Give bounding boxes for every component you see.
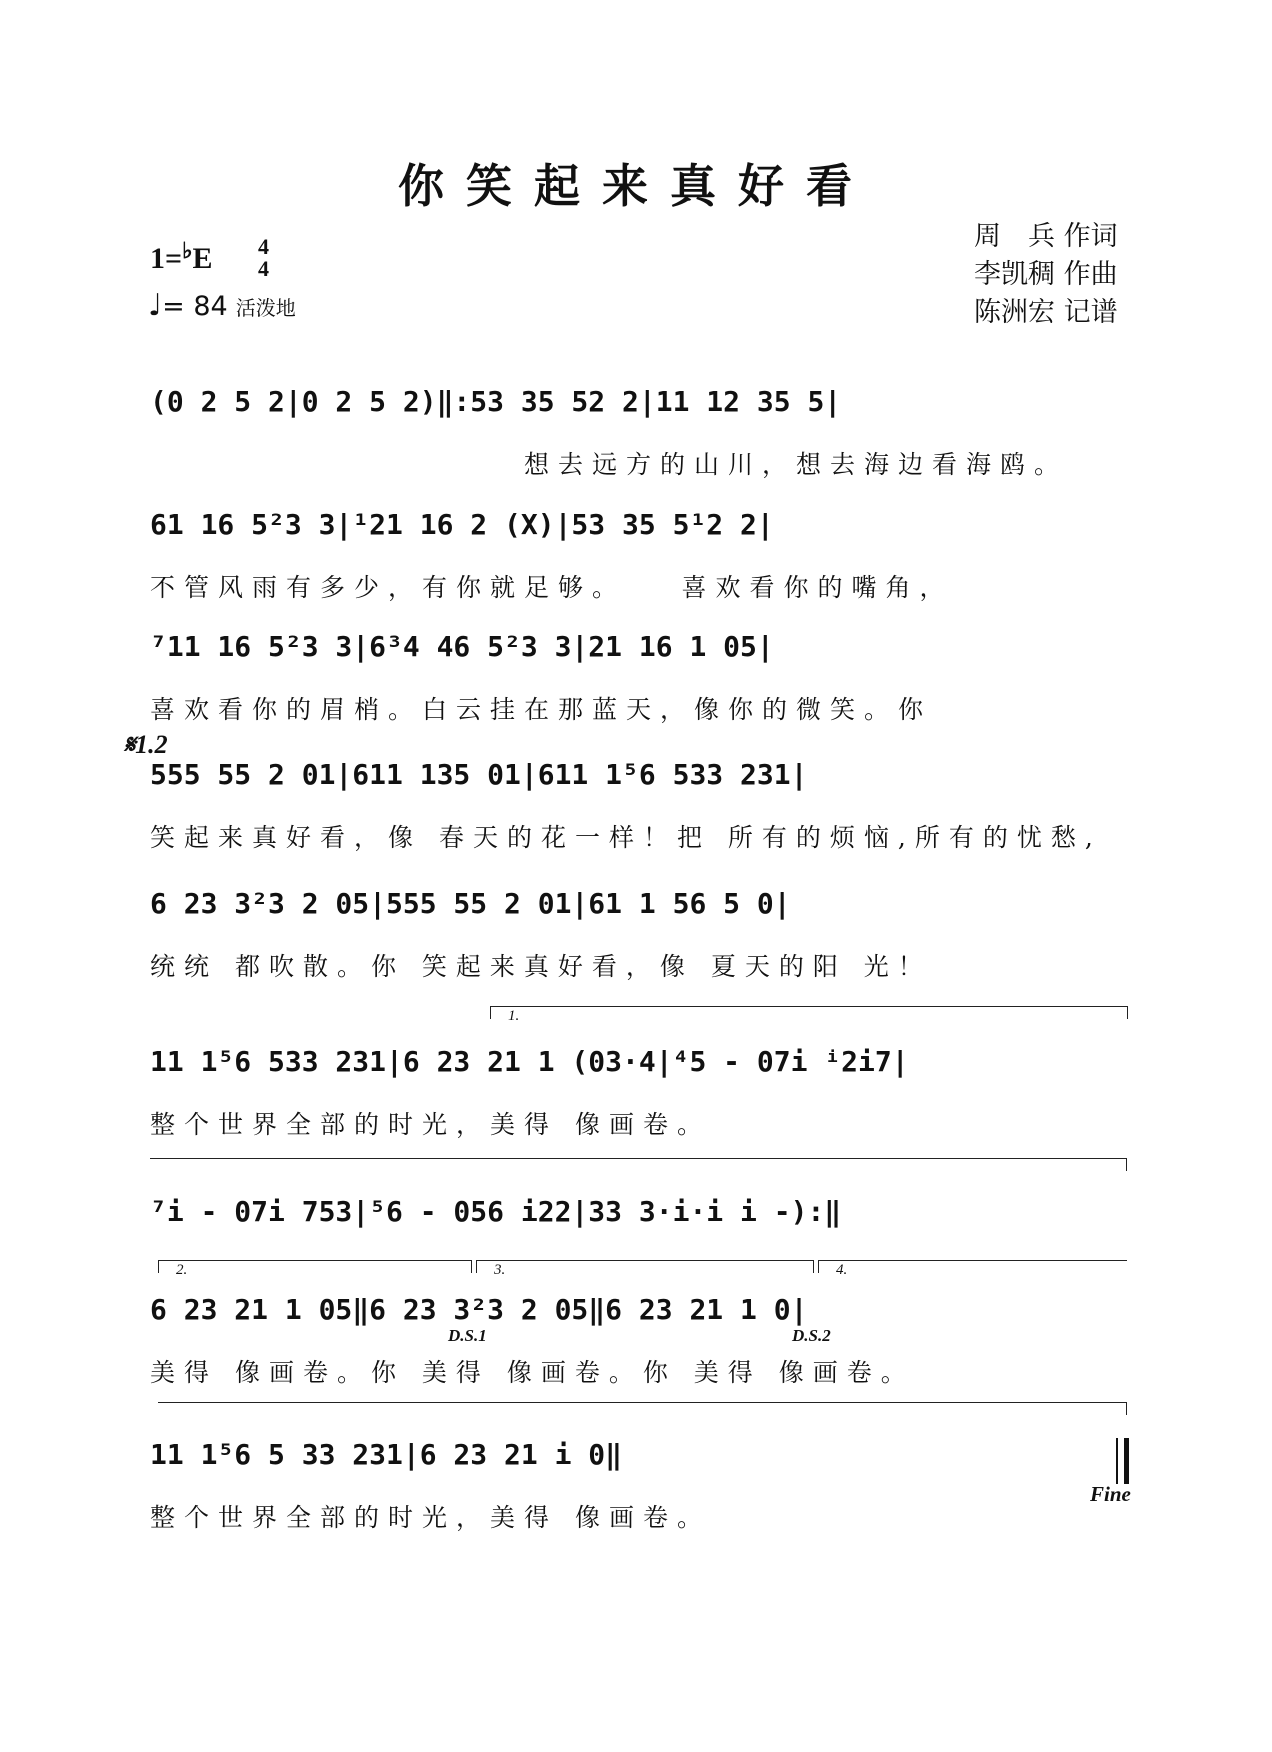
notation-line: 555 55 2 01|611 135 01|611 1⁵6 533 231| — [150, 758, 808, 791]
notation-line: 11 1⁵6 5 33 231|6 23 21 i 0‖ — [150, 1438, 623, 1471]
quarter-note-icon: ♩ — [148, 288, 163, 323]
lyricist: 周 兵 作词 — [974, 221, 1118, 252]
lyrics-line: 整个世界全部的时光，美得 像画卷。 — [150, 1503, 711, 1532]
lyrics-line: 统统 都吹散。你 笑起来真好看，像 夏天的阳 光！ — [150, 952, 932, 981]
key-prefix: 1= — [150, 242, 183, 275]
fine-marker: Fine — [1090, 1482, 1131, 1506]
tempo-value: = 84 — [162, 291, 228, 322]
ending-2-bracket — [158, 1260, 472, 1273]
transcriber: 陈洲宏 记谱 — [974, 297, 1118, 328]
final-barline-thin — [1116, 1438, 1118, 1484]
notation-line: ⁷11 16 5²3 3|6³4 46 5²3 3|21 16 1 05| — [150, 630, 774, 663]
lyrics-line: 笑起来真好看，像 春天的花一样！把 所有的烦恼,所有的忧愁, — [150, 823, 1102, 852]
lyrics-line: 整个世界全部的时光，美得 像画卷。 — [150, 1110, 711, 1139]
ending-1-continuation — [150, 1158, 1127, 1171]
ds2-marker: D.S.2 — [792, 1326, 831, 1345]
meter-bottom: 4 — [258, 256, 269, 281]
ending-3-bracket — [476, 1260, 814, 1273]
ending-4-bracket — [818, 1260, 1127, 1273]
ending-2-label: 2. — [176, 1262, 188, 1278]
lyrics-line: 不管风雨有多少，有你就足够。 喜欢看你的嘴角， — [150, 573, 954, 602]
lyrics-line: 美得 像画卷。你 美得 像画卷。你 美得 像画卷。 — [150, 1358, 915, 1387]
ending-4-label: 4. — [836, 1262, 848, 1278]
ds1-marker: D.S.1 — [448, 1326, 487, 1345]
lyrics-line: 喜欢看你的眉梢。白云挂在那蓝天，像你的微笑。你 — [150, 695, 933, 724]
final-barline-thick — [1124, 1438, 1129, 1484]
ending-3-label: 3. — [494, 1262, 506, 1278]
tempo-marking — [148, 288, 296, 323]
credits — [974, 218, 1118, 332]
flat-symbol: ♭ — [182, 238, 193, 263]
notation-line: 61 16 5²3 3|¹21 16 2 (X)|53 35 5¹2 2| — [150, 508, 774, 541]
coda-bracket — [158, 1402, 1127, 1415]
ending-1-bracket — [490, 1006, 1128, 1019]
segno-marker: 𝄋1.2 — [124, 730, 168, 759]
notation-line: ⁷i - 07i 753|⁵6 - 056 i22|33 3·i·i i -):‖ — [150, 1195, 842, 1228]
key-tonic: E — [192, 242, 213, 275]
composer: 李凯稠 作曲 — [974, 259, 1118, 290]
song-title: 你笑起来真好看 — [398, 159, 874, 213]
ending-1-label: 1. — [508, 1008, 520, 1024]
notation-line: 6 23 3²3 2 05|555 55 2 01|61 1 56 5 0| — [150, 887, 791, 920]
time-signature — [258, 236, 269, 280]
key-signature — [150, 238, 213, 276]
notation-line: 6 23 21 1 05‖6 23 3²3 2 05‖6 23 21 1 0| — [150, 1293, 808, 1326]
lyrics-line: 想去远方的山川，想去海边看海鸥。 — [150, 450, 1069, 479]
notation-line: 11 1⁵6 533 231|6 23 21 1 (03·4|⁴5 - 07i ⁱ2i7| — [150, 1045, 909, 1078]
tempo-mood: 活泼地 — [235, 296, 296, 320]
meter-top: 4 — [258, 234, 269, 259]
notation-line: (0 2 5 2|0 2 5 2)‖:53 35 52 2|11 12 35 5| — [150, 385, 842, 418]
